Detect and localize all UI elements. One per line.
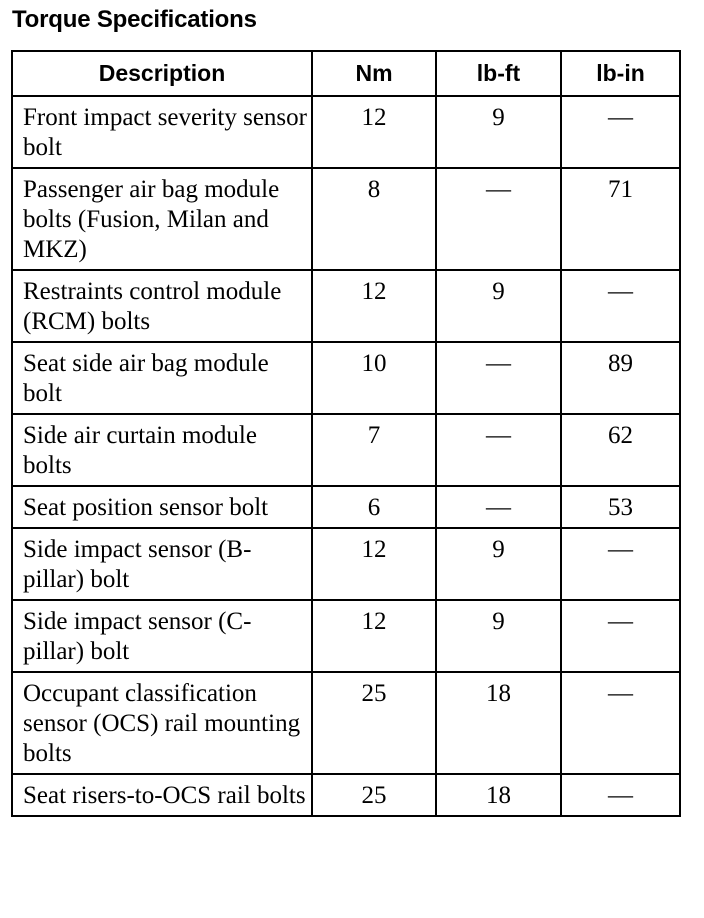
- description-cell: Front impact severity sensor bolt: [12, 96, 312, 168]
- table-row: [12, 486, 680, 528]
- lbin-cell: 62: [561, 414, 680, 486]
- table-row: [12, 342, 680, 414]
- nm-cell: 6: [312, 486, 436, 528]
- lbft-cell: —: [436, 168, 561, 270]
- column-header-nm: Nm: [312, 51, 436, 96]
- lbin-cell: 53: [561, 486, 680, 528]
- description-cell: Occupant classification sensor (OCS) rail mounting bolts: [12, 672, 312, 774]
- nm-cell: 12: [312, 600, 436, 672]
- lbft-cell: —: [436, 486, 561, 528]
- nm-cell: 7: [312, 414, 436, 486]
- table-row: [12, 600, 680, 672]
- description-cell: Passenger air bag module bolts (Fusion, Milan and MKZ): [12, 168, 312, 270]
- table-header-row: [12, 51, 680, 96]
- description-cell: Seat position sensor bolt: [12, 486, 312, 528]
- table-row: [12, 774, 680, 816]
- lbft-cell: —: [436, 414, 561, 486]
- lbin-cell: —: [561, 672, 680, 774]
- lbin-cell: —: [561, 96, 680, 168]
- description-cell: Seat risers-to-OCS rail bolts: [12, 774, 312, 816]
- table-row: [12, 96, 680, 168]
- column-header-lbft: lb-ft: [436, 51, 561, 96]
- lbin-cell: 71: [561, 168, 680, 270]
- lbft-cell: 9: [436, 528, 561, 600]
- lbin-cell: —: [561, 270, 680, 342]
- nm-cell: 10: [312, 342, 436, 414]
- description-cell: Side impact sensor (C-pillar) bolt: [12, 600, 312, 672]
- lbft-cell: 9: [436, 600, 561, 672]
- nm-cell: 12: [312, 96, 436, 168]
- lbft-cell: 9: [436, 96, 561, 168]
- description-cell: Side impact sensor (B-pillar) bolt: [12, 528, 312, 600]
- lbft-cell: 9: [436, 270, 561, 342]
- table-row: [12, 528, 680, 600]
- nm-cell: 8: [312, 168, 436, 270]
- table-row: [12, 270, 680, 342]
- description-cell: Restraints control module (RCM) bolts: [12, 270, 312, 342]
- torque-spec-table: [11, 50, 681, 817]
- nm-cell: 12: [312, 270, 436, 342]
- nm-cell: 12: [312, 528, 436, 600]
- lbin-cell: —: [561, 528, 680, 600]
- lbin-cell: —: [561, 774, 680, 816]
- lbft-cell: 18: [436, 774, 561, 816]
- lbft-cell: 18: [436, 672, 561, 774]
- description-cell: Side air curtain module bolts: [12, 414, 312, 486]
- nm-cell: 25: [312, 774, 436, 816]
- page-title: Torque Specifications: [12, 6, 257, 33]
- lbft-cell: —: [436, 342, 561, 414]
- lbin-cell: —: [561, 600, 680, 672]
- column-header-description: Description: [12, 51, 312, 96]
- table-row: [12, 414, 680, 486]
- column-header-lbin: lb-in: [561, 51, 680, 96]
- table-row: [12, 672, 680, 774]
- table-row: [12, 168, 680, 270]
- nm-cell: 25: [312, 672, 436, 774]
- lbin-cell: 89: [561, 342, 680, 414]
- description-cell: Seat side air bag module bolt: [12, 342, 312, 414]
